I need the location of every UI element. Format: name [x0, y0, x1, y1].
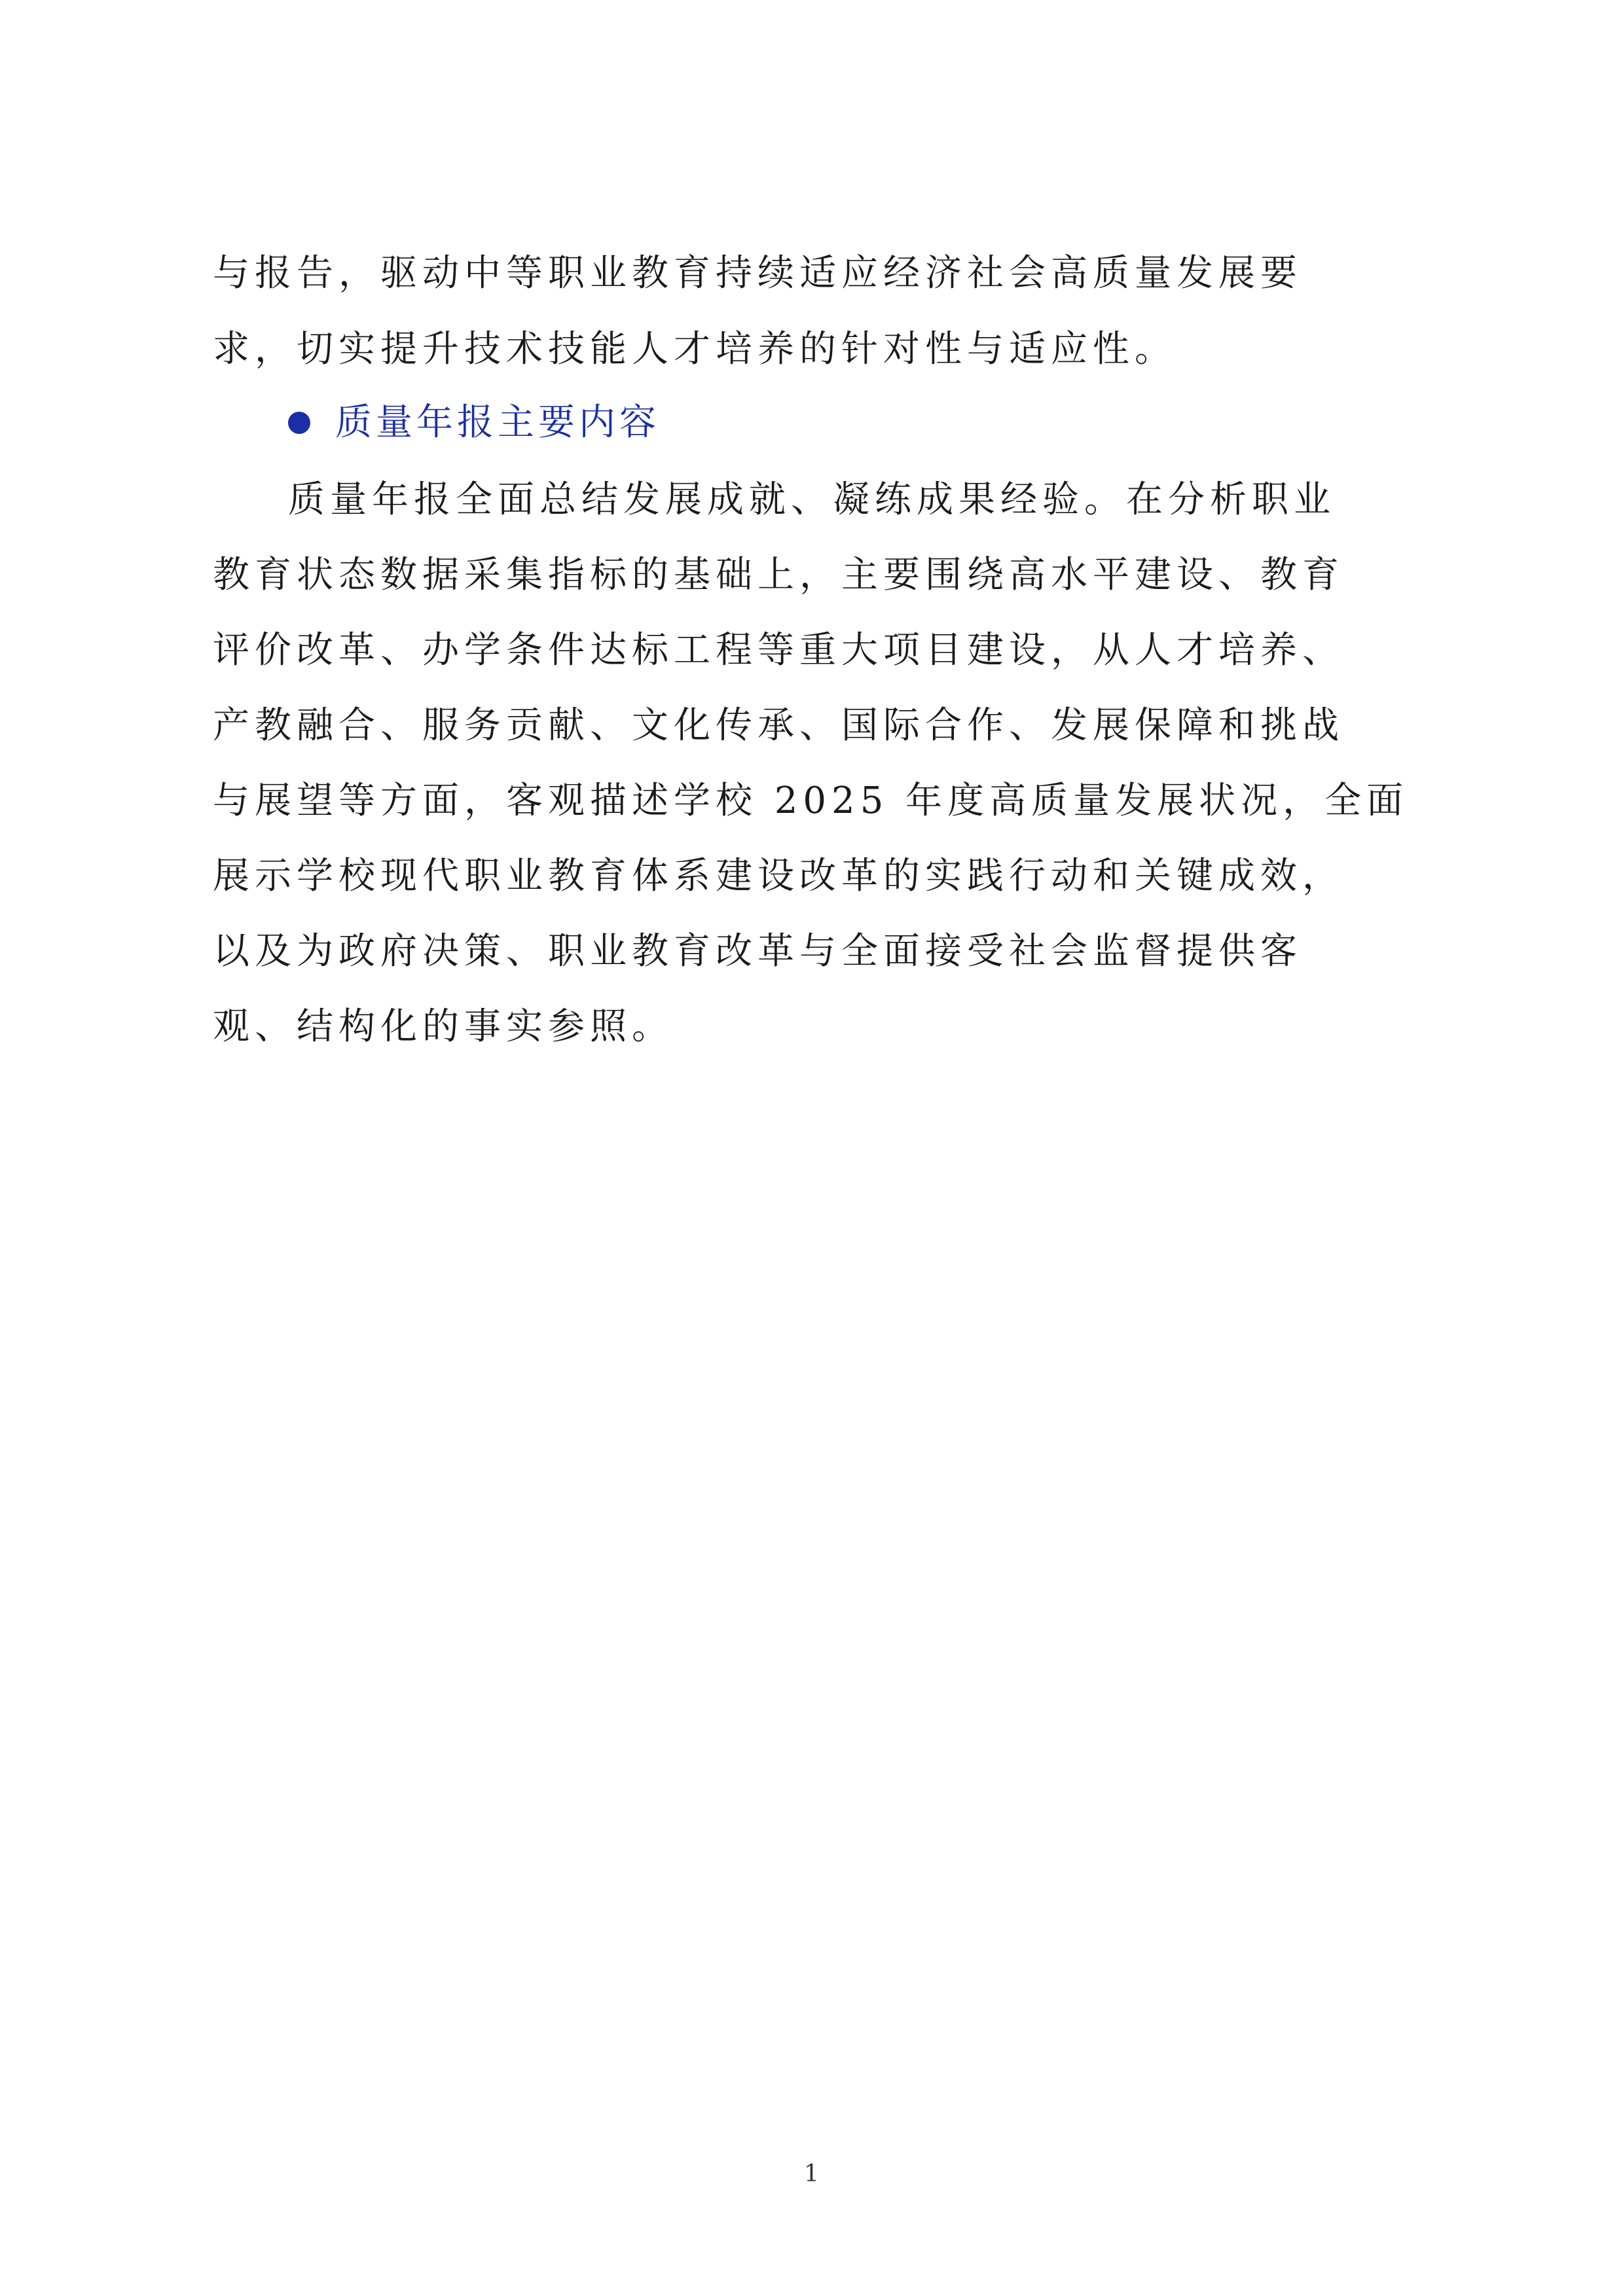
paragraph-1-line-1: 与报告，驱动中等职业教育持续适应经济社会高质量发展要	[213, 252, 1302, 295]
paragraph-2-line-7: 以及为政府决策、职业教育改革与全面接受社会监督提供客	[213, 930, 1302, 973]
paragraph-1-line-2: 求，切实提升技术技能人才培养的针对性与适应性。	[213, 328, 1176, 370]
paragraph-2-line-4: 产教融合、服务贡献、文化传承、国际合作、发展保障和挑战	[213, 704, 1344, 747]
paragraph-2-line-1: 质量年报全面总结发展成就、凝练成果经验。在分析职业	[288, 478, 1336, 521]
section-heading	[288, 399, 660, 446]
paragraph-2-line-3: 评价改革、办学条件达标工程等重大项目建设，从人才培养、	[213, 629, 1344, 672]
bullet-icon	[288, 412, 310, 434]
section-heading-text: 质量年报主要内容	[335, 401, 660, 444]
paragraph-2-line-8: 观、结构化的事实参照。	[213, 1005, 674, 1048]
paragraph-2-line-6: 展示学校现代职业教育体系建设改革的实践行动和关键成效，	[213, 855, 1344, 897]
paragraph-2-line-5: 与展望等方面，客观描述学校 2025 年度高质量发展状况，全面	[213, 780, 1409, 822]
paragraph-2-line-2: 教育状态数据采集指标的基础上，主要围绕高水平建设、教育	[213, 554, 1344, 596]
page-number: 1	[804, 2161, 819, 2187]
